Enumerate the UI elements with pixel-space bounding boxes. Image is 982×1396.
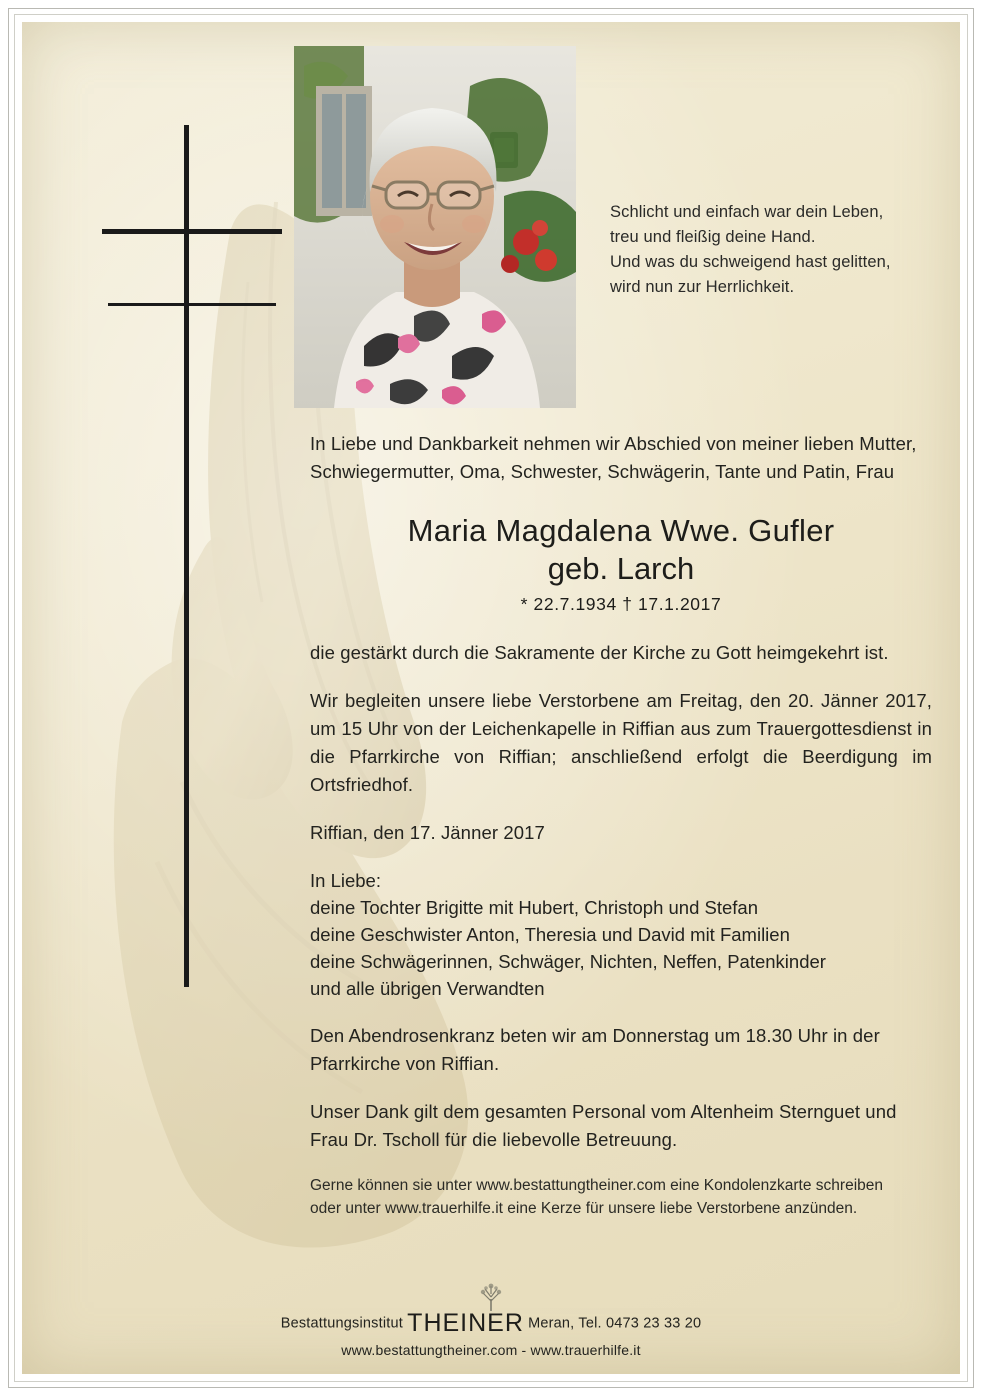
- cross-lower-bar: [108, 303, 276, 306]
- rosary-paragraph: Den Abendrosenkranz beten wir am Donnerstag um 18.30 Uhr in der Pfarrkirche von Riffian.: [310, 1025, 880, 1074]
- verse-line-2: treu und fleißig deine Hand.: [610, 228, 816, 246]
- family-line-4: und alle übrigen Verwandten: [310, 978, 545, 999]
- family-line-2: deine Geschwister Anton, Theresia und David mit Familien: [310, 924, 790, 945]
- tree-icon: [471, 1283, 511, 1313]
- cross-horizontal-bar: [102, 229, 282, 234]
- memorial-verse: [610, 200, 930, 300]
- verse-line-4: wird nun zur Herrlichkeit.: [610, 278, 795, 296]
- sacrament-paragraph: die gestärkt durch die Sakramente der Kirche zu Gott heimgekehrt ist.: [310, 642, 889, 663]
- footer-websites: www.bestattungtheiner.com - www.trauerhilfe.it: [341, 1342, 641, 1358]
- place-and-date: Riffian, den 17. Jänner 2017: [310, 822, 545, 843]
- family-line-3: deine Schwägerinnen, Schwäger, Nichten, Neffen, Patenkinder: [310, 951, 826, 972]
- memorial-sheet: [22, 22, 960, 1374]
- deceased-name-line1: Maria Magdalena Wwe. Gufler: [407, 513, 835, 548]
- family-line-1: deine Tochter Brigitte mit Hubert, Christoph und Stefan: [310, 897, 759, 918]
- cross-vertical-bar: [184, 125, 189, 987]
- family-heading: In Liebe:: [310, 870, 381, 891]
- verse-line-3: Und was du schweigend hast gelitten,: [610, 253, 891, 271]
- online-note-line-1: Gerne können sie unter www.bestattungtheiner.com eine Kondolenzkarte schreiben: [310, 1177, 883, 1194]
- thanks-paragraph: Unser Dank gilt dem gesamten Personal vom Altenheim Sternguet und Frau Dr. Tscholl für die liebevolle Betreuung.: [310, 1101, 897, 1150]
- funeral-details-paragraph: Wir begleiten unsere liebe Verstorbene am Freitag, den 20. Jänner 2017, um 15 Uhr von der Leichenkapelle in Riffian aus zum Trauergottesdienst in die Pfarrkirche von Riffian; anschließend erfolgt die Beerdigung im Ortsfriedhof.: [310, 690, 932, 795]
- memorial-text: [310, 430, 932, 1220]
- cross-symbol: [102, 97, 282, 987]
- online-condolence-note: [310, 1174, 932, 1220]
- online-note-line-2: oder unter www.trauerhilfe.it eine Kerze für unsere liebe Verstorbene anzünden.: [310, 1200, 858, 1217]
- funeral-home-footer: [22, 1309, 960, 1358]
- deceased-name-line2: geb. Larch: [547, 551, 695, 586]
- portrait-photo: [294, 46, 576, 408]
- intro-paragraph: In Liebe und Dankbarkeit nehmen wir Abschied von meiner lieben Mutter, Schwiegermutter, Oma, Schwester, Schwägerin, Tante und Patin, Frau: [310, 433, 917, 482]
- footer-institute-label: Bestattungsinstitut: [280, 1315, 403, 1332]
- verse-line-1: Schlicht und einfach war dein Leben,: [610, 203, 884, 221]
- footer-logo-row: [281, 1309, 702, 1338]
- birth-death-dates: * 22.7.1934 † 17.1.2017: [520, 594, 722, 614]
- footer-contact: Meran, Tel. 0473 23 33 20: [528, 1315, 702, 1332]
- footer-brand-name: THEINER: [407, 1309, 524, 1337]
- family-block: [310, 867, 932, 1002]
